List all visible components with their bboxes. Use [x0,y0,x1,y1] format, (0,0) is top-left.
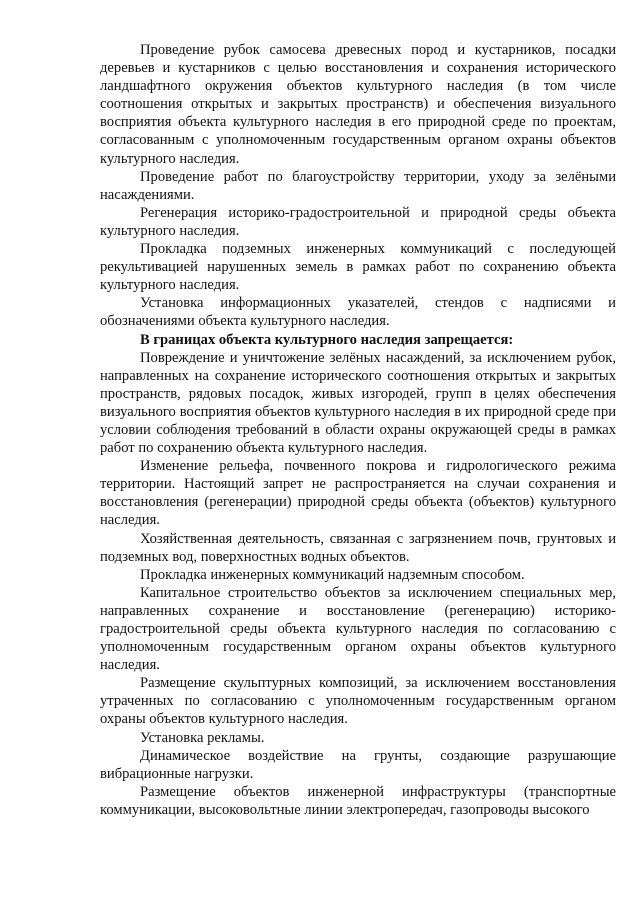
paragraph: Установка информационных указателей, стендов с надписями и обозначениями объекта культурного наследия. [100,295,616,330]
paragraph: Прокладка подземных инженерных коммуникаций с последующей рекультивацией нарушенных земель в рамках работ по сохранению объекта культурного наследия. [100,241,616,294]
paragraph: Проведение работ по благоустройству территории, уходу за зелёными насаждениями. [100,168,616,203]
paragraph: Проведение рубок самосева древесных пород и кустарников, посадки деревьев и кустарников с целью восстановления и сохранения исторического ландшафтного окружения объектов культурного наследия (в том числе соотношения открытых и закрытых пространств) и обеспечения визуального восприятия объекта культурного наследия в его природной среде по проектам, согласованным с уполномоченным государственным органом охраны объектов культурного наследия. [100,42,616,167]
prohibited-item: Капитальное строительство объектов за исключением специальных мер, направленных сохранение и восстановление (регенерацию) историко-градостроительной среды объекта культурного наследия по согласованию с уполномоченным государственным органом охраны объектов культурного наследия. [100,584,616,674]
prohibited-item: Прокладка инженерных коммуникаций надземным способом. [140,566,525,583]
prohibited-item: Размещение объектов инженерной инфраструктуры (транспортные коммуникации, высоковольтные линии электропередач, газопроводы высокого [100,783,616,818]
prohibited-item: Установка рекламы. [140,729,265,746]
prohibited-item: Размещение скульптурных композиций, за исключением восстановления утраченных по согласованию с уполномоченным государственным органом охраны объектов культурного наследия. [100,675,616,728]
prohibited-item: Повреждение и уничтожение зелёных насаждений, за исключением рубок, направленных на сохранение исторического соотношения открытых и закрытых пространств, рядовых посадок, живых изгородей, групп в целях обеспечения визуального восприятия объектов культурного наследия в их природной среде при условии соблюдения требований в области охраны окружающей среды в рамках работ по сохранению объекта культурного наследия. [100,349,616,457]
prohibited-item: Хозяйственная деятельность, связанная с загрязнением почв, грунтовых и подземных вод, поверхностных водных объектов. [100,530,616,565]
paragraph: Регенерация историко-градостроительной и природной среды объекта культурного наследия. [100,204,616,239]
prohibited-item: Динамическое воздействие на грунты, создающие разрушающие вибрационные нагрузки. [100,747,616,782]
document-page [100,41,616,819]
section-heading: В границах объекта культурного наследия запрещается: [140,331,514,348]
prohibited-item: Изменение рельефа, почвенного покрова и гидрологического режима территории. Настоящий запрет не распространяется на случаи сохранения и восстановления (регенерации) природной среды объекта (объектов) культурного наследия. [100,458,616,529]
